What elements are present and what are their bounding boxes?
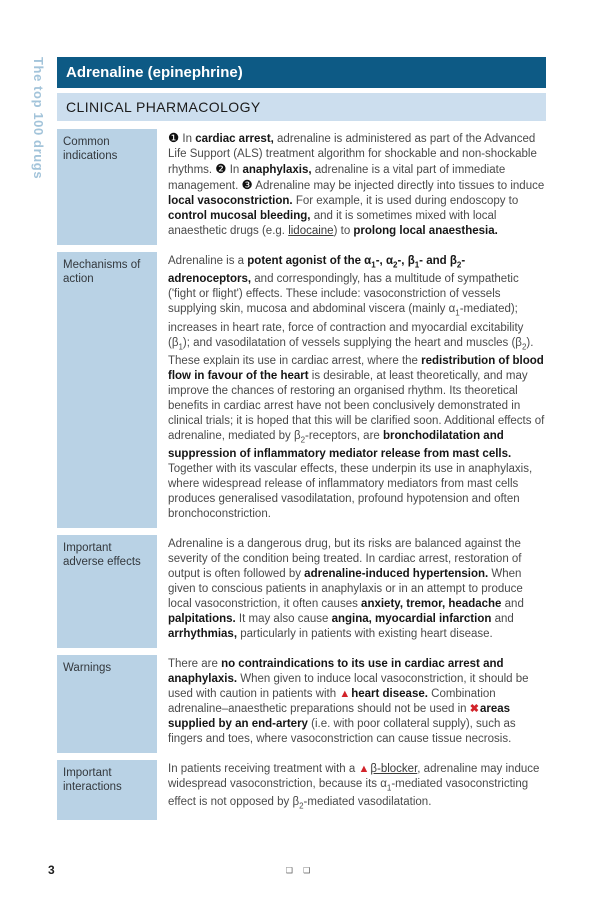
row-body: In patients receiving treatment with a ▲β-blocker, adrenaline may induce widespread vasoconstriction, because its $\alpha_1$-mediated vasoconstricting effect is not opposed by $\beta_2$-mediated vasodilatation. — [168, 763, 540, 811]
contraindication-cross-icon: ✖ — [469, 703, 479, 716]
row-label: Mechanisms of action — [57, 252, 157, 528]
row-body: Adrenaline is a potent agonist of the $\alpha_1-$, $\alpha_2-$, $\beta_1-$ and $\beta_2$-adrenoceptors, and correspondingly, has a multitude of sympathetic ('fight or flight') effects. These include: vasoconstriction of vessels supplying skin, mucosa and abdominal viscera (mainly $\alpha_1-mediated$); increases in heart rate, force of contraction and myocardial excitability $(\beta_1)$; and vasodilatation of vessels supplying the heart and muscles $(\beta_2)$. These explain its use in cardiac arrest, where the redistribution of blood flow in favour of the heart is desirable, at least theoretically, and may improve the chances of restoring an organised rhythm. Its theoretical benefits in cardiac arrest have not been conclusively demonstrated in clinical trials; it is hoped that this will be clarified soon. Additional effects of adrenaline, mediated by $\beta_2$-receptors, are bronchodilatation and suppression of inflammatory mediator release from mast cells. Together with its vascular effects, these underpin its use in anaphylaxis, where widespread release of inflammatory mediators from mast cells produces generalised vasodilatation, profound hypotension and often bronchoconstriction. — [168, 255, 545, 521]
table-row-mechanisms-of-action — [57, 252, 546, 528]
row-label: Important interactions — [57, 760, 157, 820]
row-body: ❶ In cardiac arrest, adrenaline is administered as part of the Advanced Life Support (ALS) treatment algorithm for shockable and non-shockable rhythms. ❷ In anaphylaxis, adrenaline is a vital part of immediate management. ❸ Adrenaline may be injected directly into tissues to induce local vasoconstriction. For example, it is used during endoscopy to control mucosal bleeding, and it is sometimes mixed with local anaesthetic drugs (e.g. lidocaine) to prolong local anaesthesia. — [168, 131, 545, 237]
table-row-warnings — [57, 655, 546, 753]
indication-number-2-icon: ❷ — [215, 162, 227, 176]
beta-blocker-link[interactable]: β-blocker — [370, 763, 418, 776]
warning-triangle-icon: ▲ — [339, 688, 351, 701]
section-title: CLINICAL PHARMACOLOGY — [66, 99, 261, 115]
table-row-important-interactions — [57, 760, 546, 820]
drug-title: Adrenaline (epinephrine) — [66, 64, 243, 81]
table-row-common-indications — [57, 129, 546, 245]
page-content — [57, 57, 546, 820]
lidocaine-link[interactable]: lidocaine — [288, 225, 334, 237]
table-row-important-adverse-effects — [57, 535, 546, 648]
indication-number-3-icon: ❸ — [241, 178, 253, 192]
indication-number-1-icon: ❶ — [168, 131, 180, 145]
row-body: Adrenaline is a dangerous drug, but its risks are balanced against the severity of the condition being treated. In cardiac arrest, restoration of output is often followed by adrenaline-induced hypertension. When given to conscious patients in anaphylaxis or in an attempt to produce local vasoconstriction, it often causes anxiety, tremor, headache and palpitations. It may also cause angina, myocardial infarction and arrhythmias, particularly in patients with existing heart disease. — [168, 538, 524, 641]
row-label: Warnings — [57, 655, 157, 753]
row-body: There are no contraindications to its use in cardiac arrest and anaphylaxis. When given to induce local vasoconstriction, it should be used with caution in patients with ▲heart disease. Combination adrenaline–anaesthetic preparations should not be used in ✖areas supplied by an end-artery (i.e. with poor collateral supply), such as fingers and toes, where vasoconstriction can cause tissue necrosis. — [168, 658, 529, 746]
side-tab-label: The top 100 drugs — [31, 57, 46, 180]
row-label: Important adverse effects — [57, 535, 157, 648]
pharmacology-table — [57, 129, 546, 820]
row-label: Common indications — [57, 129, 157, 245]
page-number: 3 — [48, 863, 55, 877]
section-header-bar — [57, 93, 546, 121]
footer-glyphs: ❑ ❑ — [285, 866, 315, 875]
warning-triangle-icon: ▲ — [358, 763, 370, 776]
drug-title-bar — [57, 57, 546, 88]
